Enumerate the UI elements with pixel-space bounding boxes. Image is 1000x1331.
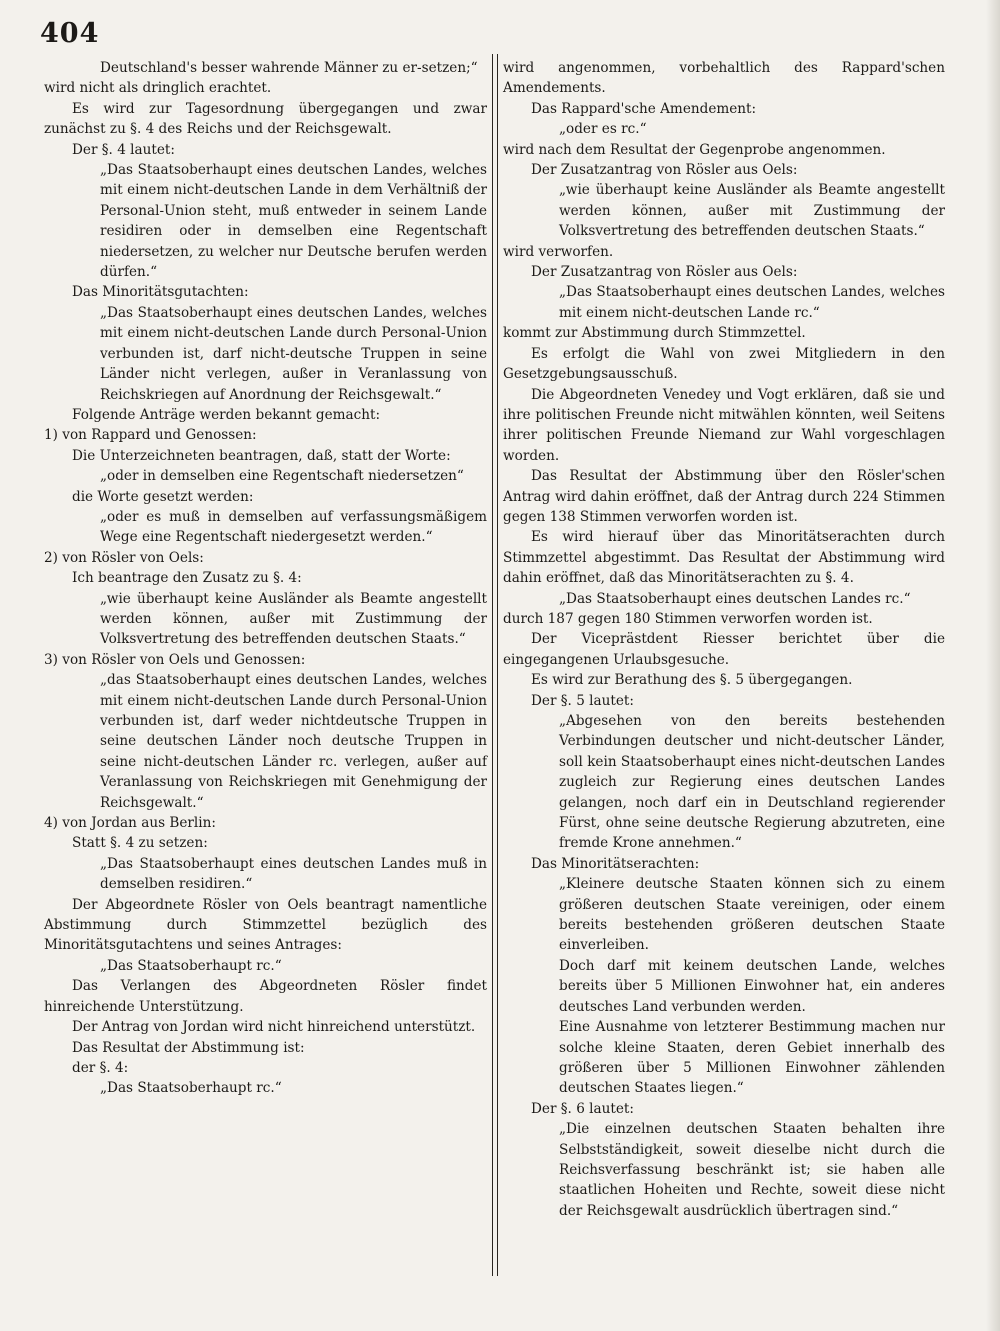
paragraph: wird nicht als dringlich erachtet. bbox=[44, 80, 272, 97]
paragraph: Der Zusatzantrag von Rösler aus Oels: bbox=[531, 162, 798, 179]
paragraph: durch 187 gegen 180 Stimmen verworfen worden ist. bbox=[503, 610, 873, 627]
paragraph: wird verworfen. bbox=[503, 243, 614, 260]
paragraph: „das Staatsoberhaupt eines deutschen Landes, welches mit einem nicht-deutschen Lande durch Personal-Union verbunden ist, darf weder nichtdeutsche Truppen in seine deutschen Länder noch deutsche Truppen in seine nicht-deutschen Länder rc. verlegen, außer auf Veranlassung von Reichskriegen mit Genehmigung der Reichsgewalt.“ bbox=[100, 672, 487, 811]
paragraph: Das Verlangen des Abgeordneten Rösler findet hinreichende Unterstützung. bbox=[44, 978, 487, 1015]
paragraph: Der §. 4 lautet: bbox=[72, 141, 175, 158]
paragraph: 2) von Rösler von Oels: bbox=[44, 549, 204, 566]
paragraph: Der Zusatzantrag von Rösler aus Oels: bbox=[531, 264, 798, 281]
paragraph: Ich beantrage den Zusatz zu §. 4: bbox=[72, 570, 302, 587]
paragraph: Deutschland's besser wahrende Männer zu er-setzen;“ bbox=[100, 60, 478, 76]
paragraph: „Das Staatsoberhaupt rc.“ bbox=[100, 1080, 282, 1097]
paragraph: Der Viceprästdent Riesser berichtet über die eingegangenen Urlaubsgesuche. bbox=[503, 631, 945, 668]
paragraph: „Das Staatsoberhaupt eines deutschen Landes, welches mit einem nicht-deutschen Lande rc.“ bbox=[559, 284, 945, 321]
paragraph: „wie überhaupt keine Ausländer als Beamte angestellt werden können, außer mit Zustimmung der Volksvertretung des betreffenden deutschen Staats.“ bbox=[559, 182, 945, 240]
paragraph: Die Abgeordneten Venedey und Vogt erklären, daß sie und ihre politischen Freunde nicht mitwählen könnten, weil Seitens ihrer politischen Freunde Niemand zur Wahl vorgeschlagen worden. bbox=[503, 386, 945, 464]
paragraph: Es wird zur Tagesordnung übergegangen und zwar zunächst zu §. 4 des Reichs und der Reichsgewalt. bbox=[44, 100, 487, 138]
paragraph: Die Unterzeichneten beantragen, daß, statt der Worte: bbox=[72, 447, 451, 464]
paragraph: „Das Staatsoberhaupt eines deutschen Landes, welches mit einem nicht-deutschen Lande in dem Verhältniß der Personal-Union steht, muß entweder in seinem Lande residiren oder in demselben eine Regentschaft niedersetzen, zu welcher nur Deutsche berufen werden dürfen.“ bbox=[100, 162, 487, 281]
column-divider bbox=[492, 54, 498, 1276]
paragraph: wird nach dem Resultat der Gegenprobe angenommen. bbox=[503, 141, 886, 158]
paragraph: kommt zur Abstimmung durch Stimmzettel. bbox=[503, 325, 806, 342]
paragraph: Das Rappard'sche Amendement: bbox=[531, 100, 757, 117]
paragraph: wird angenommen, vorbehaltlich des Rappard'schen Amendements. bbox=[503, 60, 945, 97]
paragraph: Das Resultat der Abstimmung über den Rösler'schen Antrag wird dahin eröffnet, daß der Antrag durch 224 Stimmen gegen 138 Stimmen verworfen worden ist. bbox=[503, 468, 945, 525]
paragraph: „oder es rc.“ bbox=[559, 121, 647, 138]
paragraph: „Das Staatsoberhaupt eines deutschen Landes rc.“ bbox=[559, 590, 911, 607]
right-column bbox=[503, 58, 945, 1221]
paragraph: Statt §. 4 zu setzen: bbox=[72, 835, 208, 852]
paragraph: Das Minoritätsgutachten: bbox=[72, 284, 249, 301]
paragraph: „Das Staatsoberhaupt eines deutschen Landes muß in demselben residiren.“ bbox=[100, 855, 487, 893]
paragraph: „Die einzelnen deutschen Staaten behalten ihre Selbstständigkeit, soweit dieselbe nicht durch die Reichsverfassung beschränkt ist; sie haben alle staatlichen Hoheiten und Rechte, soweit diese nicht der Reichsgewalt ausdrücklich übertragen sind.“ bbox=[559, 1121, 945, 1219]
paragraph: „Das Staatsoberhaupt eines deutschen Landes, welches mit einem nicht-deutschen Lande durch Personal-Union verbunden ist, darf nicht-deutsche Truppen in seine Länder nicht verlegen, außer in Veranlassung von Reichskriegen auf Anordnung der Reichsgewalt.“ bbox=[100, 304, 487, 403]
left-column bbox=[44, 58, 487, 1099]
paragraph: die Worte gesetzt werden: bbox=[72, 488, 254, 505]
paragraph: 3) von Rösler von Oels und Genossen: bbox=[44, 651, 306, 668]
paragraph: Folgende Anträge werden bekannt gemacht: bbox=[72, 406, 381, 423]
paragraph: „Abgesehen von den bereits bestehenden Verbindungen deutscher und nicht-deutscher Länder, soll kein Staatsoberhaupt eines nicht-deutschen Landes zugleich zur Regierung eines deutschen Landes gelangen, noch darf ein in Deutschland regierender Fürst, ohne seine deutsche Regierung abzutreten, eine fremde Krone annehmen.“ bbox=[559, 713, 945, 852]
paragraph: Das Minoritätserachten: bbox=[531, 855, 700, 872]
paragraph: Eine Ausnahme von letzterer Bestimmung machen nur solche kleine Staaten, deren Gebiet innerhalb des größeren über 5 Millionen Einwohner zählenden deutschen Staates liegen.“ bbox=[559, 1019, 945, 1097]
paragraph: Der Antrag von Jordan wird nicht hinreichend unterstützt. bbox=[72, 1019, 476, 1036]
paragraph: Der §. 6 lautet: bbox=[531, 1100, 634, 1117]
page-edge-shadow bbox=[986, 0, 1000, 1331]
paragraph: Es wird hierauf über das Minoritätserachten durch Stimmzettel abgestimmt. Das Resultat der Abstimmung wird dahin eröffnet, daß das Minoritätserachten zu §. 4. bbox=[503, 529, 945, 587]
paragraph: Es wird zur Berathung des §. 5 übergegangen. bbox=[531, 672, 853, 689]
paragraph: „oder es muß in demselben auf verfassungsmäßigem Wege eine Regentschaft niedergesetzt werden.“ bbox=[100, 508, 487, 546]
paragraph: Doch darf mit keinem deutschen Lande, welches bereits über 5 Millionen Einwohner hat, ein anderes deutsches Land verbunden werden. bbox=[559, 957, 945, 1015]
paragraph: „Das Staatsoberhaupt rc.“ bbox=[100, 957, 282, 974]
paragraph: „Kleinere deutsche Staaten können sich zu einem größeren deutschen Staate vereinigen, oder einem bereits bestehenden größeren deutschen Staate einverleiben. bbox=[559, 876, 945, 954]
paragraph: Der Abgeordnete Rösler von Oels beantragt namentliche Abstimmung durch Stimmzettel bezüglich des Minoritätsgutachtens und seines Antrages: bbox=[44, 896, 487, 954]
paragraph: Der §. 5 lautet: bbox=[531, 692, 634, 709]
paragraph: Es erfolgt die Wahl von zwei Mitgliedern in den Gesetzgebungsausschuß. bbox=[503, 345, 945, 383]
paragraph: „oder in demselben eine Regentschaft niedersetzen“ bbox=[100, 468, 464, 485]
paragraph: 4) von Jordan aus Berlin: bbox=[44, 815, 216, 832]
paragraph: „wie überhaupt keine Ausländer als Beamte angestellt werden können, außer mit Zustimmung der Volksvertretung des betreffenden deutschen Staats.“ bbox=[100, 590, 487, 648]
paragraph: Das Resultat der Abstimmung ist: bbox=[72, 1039, 305, 1056]
paragraph: der §. 4: bbox=[72, 1059, 129, 1076]
paragraph: 1) von Rappard und Genossen: bbox=[44, 427, 257, 444]
page-number: 404 bbox=[40, 18, 100, 49]
